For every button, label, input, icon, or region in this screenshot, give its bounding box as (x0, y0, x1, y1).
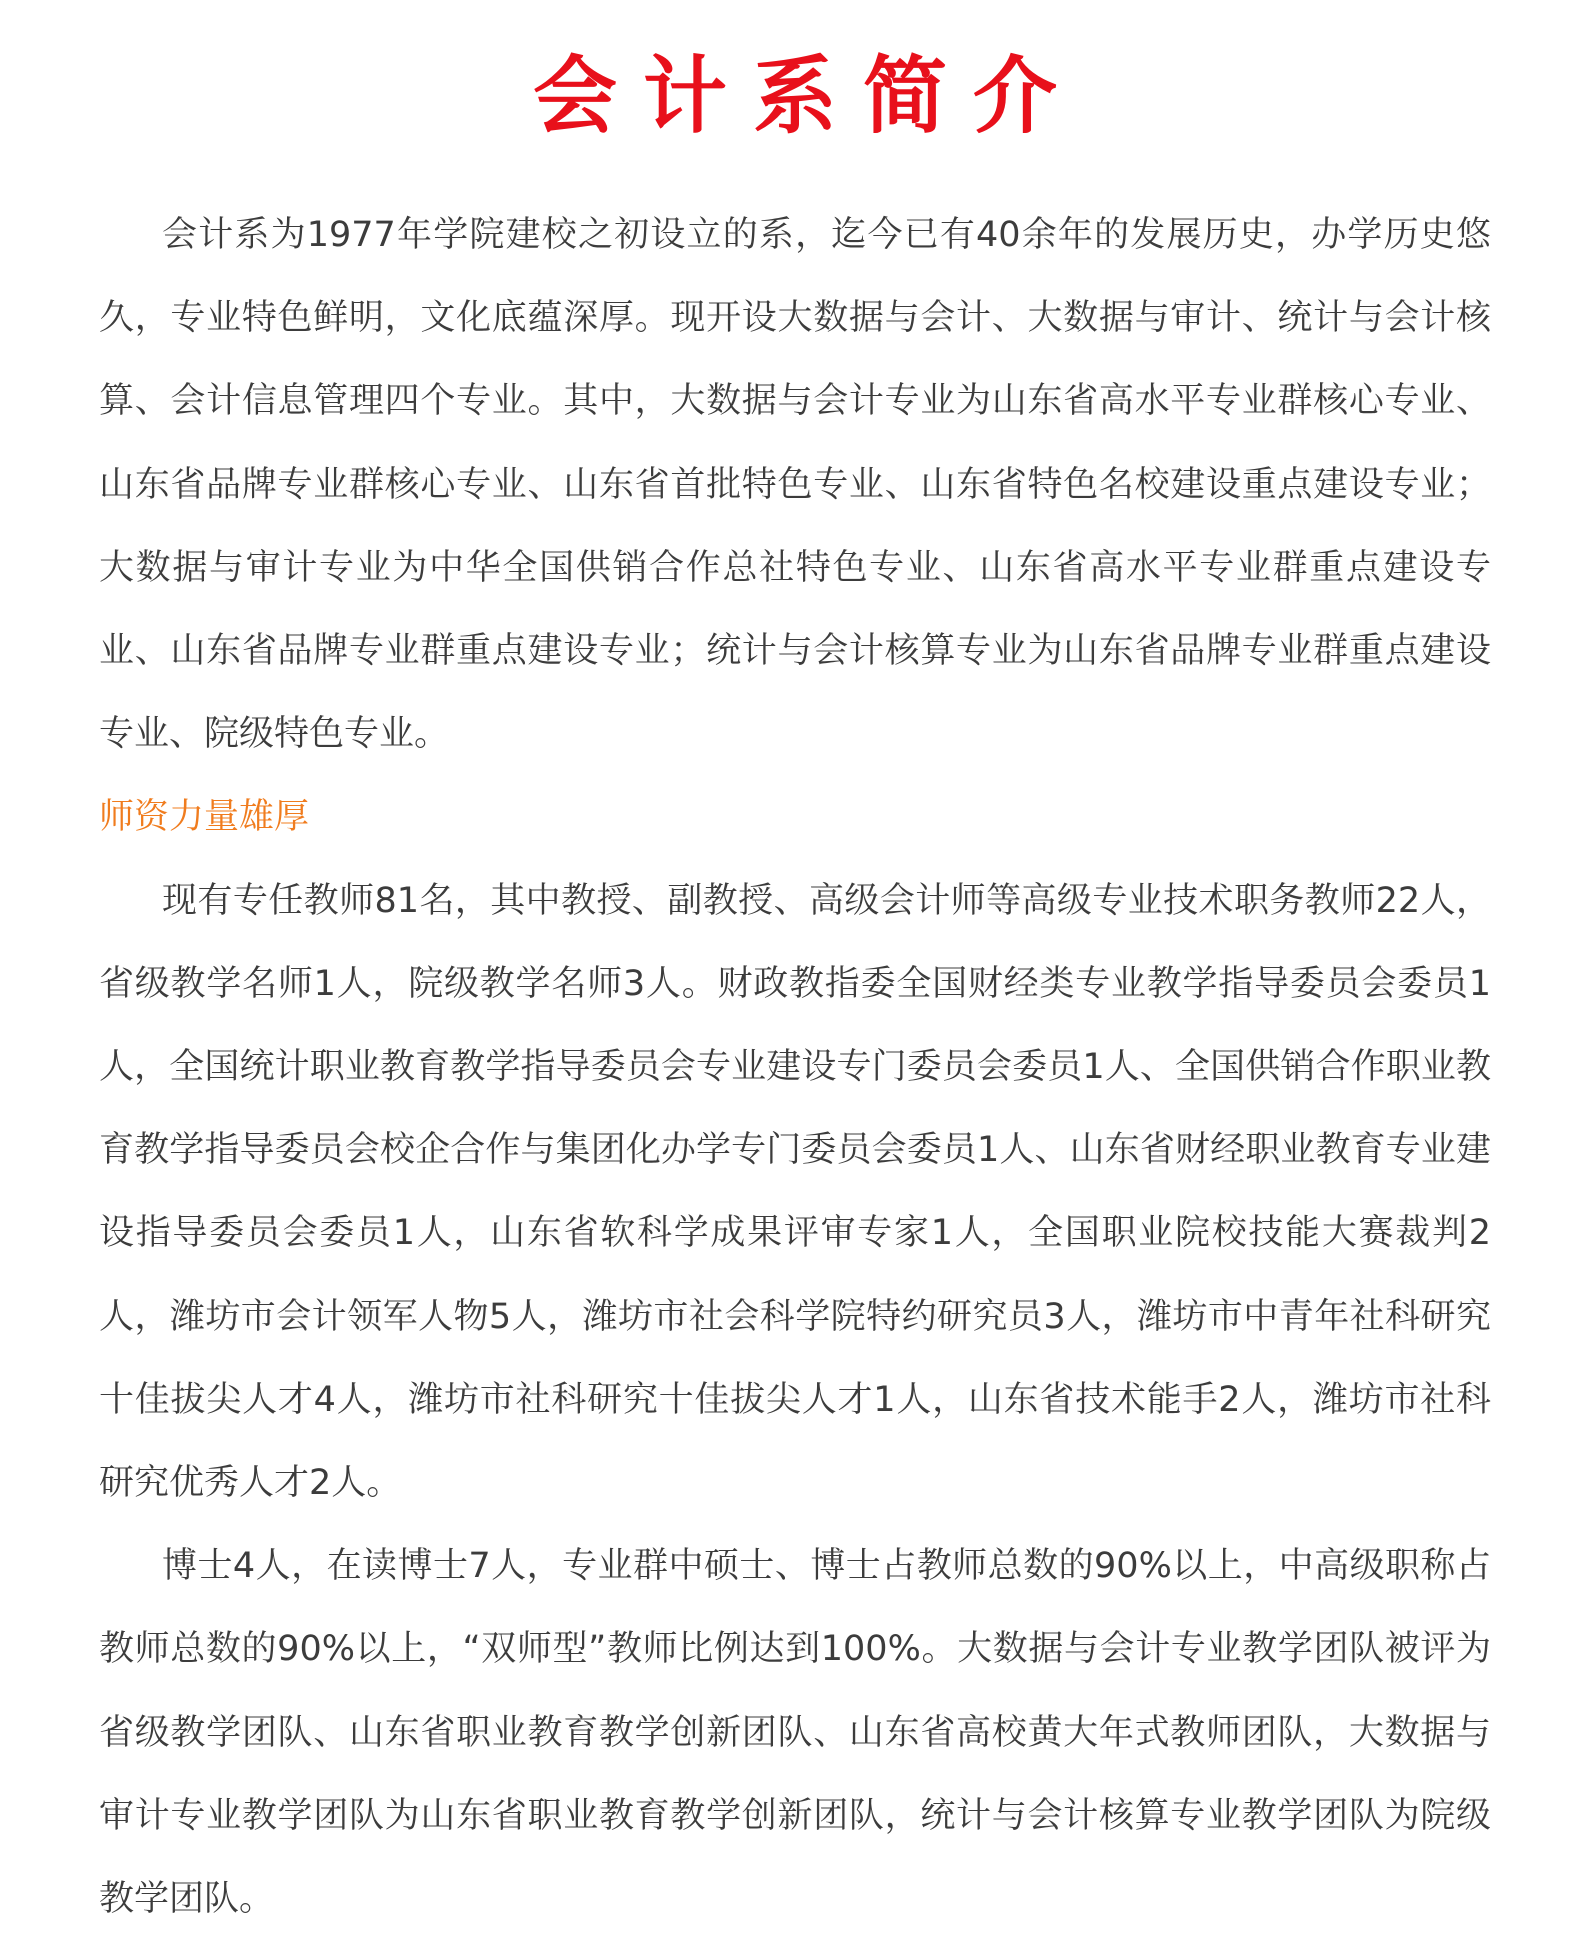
page-title: 会计系简介 (532, 46, 1083, 145)
section-heading-faculty: 师资力量雄厚 (99, 797, 310, 838)
intro-paragraph: 会计系为1977年学院建校之初设立的系，迄今已有40余年的发展历史，办学历史悠久，专业特色鲜明，文化底蕴深厚。现开设大数据与会计、大数据与审计、统计与会计核算、会计信息管理四个专业。其中，大数据与会计专业为山东省高水平专业群核心专业、山东省品牌专业群核心专业、山东省首批特色专业、山东省特色名校建设重点建设专业；大数据与审计专业为中华全国供销合作总社特色专业、山东省高水平专业群重点建设专业、山东省品牌专业群重点建设专业；统计与会计核算专业为山东省品牌专业群重点建设专业、院级特色专业。 (99, 215, 1491, 755)
faculty-paragraph-1: 现有专任教师81名，其中教授、副教授、高级会计师等高级专业技术职务教师22人，省级教学名师1人，院级教学名师3人。财政教指委全国财经类专业教学指导委员会委员1人，全国统计职业教育教学指导委员会专业建设专门委员会委员1人、全国供销合作职业教育教学指导委员会校企合作与集团化办学专门委员会委员1人、山东省财经职业教育专业建设指导委员会委员1人，山东省软科学成果评审专家1人，全国职业院校技能大赛裁判2人，潍坊市会计领军人物5人，潍坊市社会科学院特约研究员3人，潍坊市中青年社科研究十佳拔尖人才4人，潍坊市社科研究十佳拔尖人才1人，山东省技术能手2人，潍坊市社科研究优秀人才2人。 (99, 880, 1491, 1504)
faculty-paragraph-2: 博士4人，在读博士7人，专业群中硕士、博士占教师总数的90%以上，中高级职称占教师总数的90%以上，“双师型”教师比例达到100%。大数据与会计专业教学团队被评为省级教学团队、山东省职业教育教学创新团队、山东省高校黄大年式教师团队，大数据与审计专业教学团队为山东省职业教育教学创新团队，统计与会计核算专业教学团队为院级教学团队。 (99, 1546, 1491, 1920)
document-page (99, 40, 1491, 1941)
